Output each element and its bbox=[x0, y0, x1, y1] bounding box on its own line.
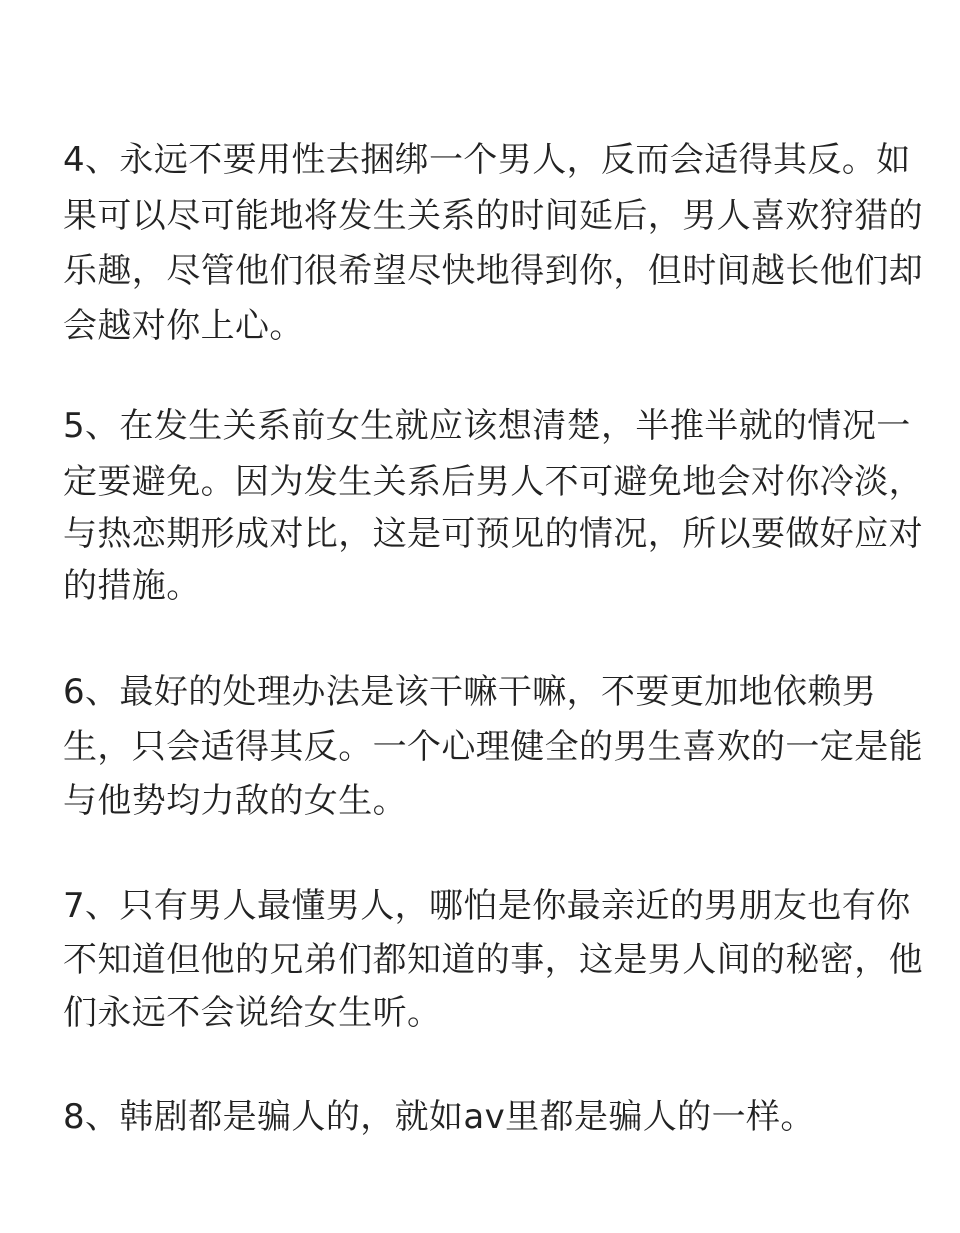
paragraph-line: 4、永远不要用性去捆绑一个男人，反而会适得其反。如 bbox=[63, 140, 911, 180]
paragraph-line: 乐趣，尽管他们很希望尽快地得到你，但时间越长他们却 bbox=[63, 251, 923, 291]
paragraph-line: 生，只会适得其反。一个心理健全的男生喜欢的一定是能 bbox=[63, 727, 923, 767]
paragraph-line: 7、只有男人最懂男人，哪怕是你最亲近的男朋友也有你 bbox=[63, 886, 911, 926]
paragraph-line: 定要避免。因为发生关系后男人不可避免地会对你冷淡， bbox=[63, 462, 923, 502]
paragraph-line: 不知道但他的兄弟们都知道的事，这是男人间的秘密，他 bbox=[63, 940, 923, 980]
paragraph-line: 们永远不会说给女生听。 bbox=[63, 993, 442, 1033]
paragraph-line: 6、最好的处理办法是该干嘛干嘛，不要更加地依赖男 bbox=[63, 672, 877, 712]
paragraph-line: 8、韩剧都是骗人的，就如av里都是骗人的一样。 bbox=[63, 1097, 815, 1137]
paragraph-line: 与热恋期形成对比，这是可预见的情况，所以要做好应对 bbox=[63, 514, 923, 554]
paragraph-line: 果可以尽可能地将发生关系的时间延后，男人喜欢狩猎的 bbox=[63, 196, 923, 236]
paragraph-line: 5、在发生关系前女生就应该想清楚，半推半就的情况一 bbox=[63, 406, 911, 446]
paragraph-line: 的措施。 bbox=[63, 566, 201, 606]
paragraph-line: 会越对你上心。 bbox=[63, 306, 304, 346]
paragraph-line: 与他势均力敌的女生。 bbox=[63, 781, 407, 821]
